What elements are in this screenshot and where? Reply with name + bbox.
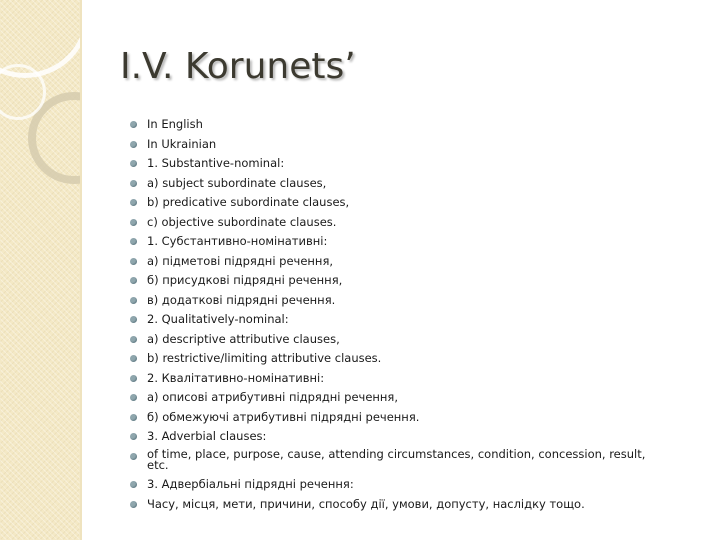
list-item <box>130 429 670 443</box>
list-item-text: of time, place, purpose, cause, attending circumstances, condition, concession, result, etc. <box>147 446 646 472</box>
list-item <box>130 446 670 472</box>
bullet-icon <box>130 375 137 382</box>
bullet-icon <box>130 481 137 488</box>
list-item-text: 3. Адвербіальні підрядні речення: <box>147 477 354 491</box>
list-item <box>130 137 670 151</box>
list-item-text: a) subject subordinate clauses, <box>147 175 327 190</box>
bullet-icon <box>130 258 137 265</box>
bullet-icon <box>130 414 137 421</box>
bullet-icon <box>130 238 137 245</box>
list-item <box>130 390 670 404</box>
list-item-text: b) predicative subordinate clauses, <box>147 195 350 209</box>
list-item-text: в) додаткові підрядні речення. <box>147 292 336 307</box>
list-item-text: 2. Qualitatively-nominal: <box>147 312 289 326</box>
bullet-icon <box>130 355 137 362</box>
list-item-text: a) descriptive attributive clauses, <box>147 331 340 346</box>
list-item-text: In English <box>147 117 203 131</box>
list-item <box>130 332 670 346</box>
bullet-icon <box>130 297 137 304</box>
list-item-text: а) підметові підрядні речення, <box>147 253 334 268</box>
list-item <box>130 351 670 365</box>
list-item-text: б) присудкові підрядні речення, <box>147 273 343 287</box>
bullet-icon <box>130 199 137 206</box>
sidebar-divider <box>80 0 82 540</box>
bullet-icon <box>130 433 137 440</box>
list-item <box>130 312 670 326</box>
bullet-icon <box>130 501 137 508</box>
bullet-icon <box>130 180 137 187</box>
bullet-icon <box>130 141 137 148</box>
list-item-text: 2. Квалітативно-номінативні: <box>147 370 325 385</box>
list-item <box>130 215 670 229</box>
bullet-icon <box>130 394 137 401</box>
decorative-sidebar <box>0 0 80 540</box>
bullet-list <box>130 117 670 516</box>
list-item-text: 1. Substantive-nominal: <box>147 156 285 170</box>
list-item-text: c) objective subordinate clauses. <box>147 214 337 229</box>
list-item <box>130 254 670 268</box>
list-item-text: Часу, місця, мети, причини, способу дії, умови, допусту, наслідку тощо. <box>147 496 585 511</box>
bullet-icon <box>130 121 137 128</box>
list-item <box>130 117 670 131</box>
list-item <box>130 410 670 424</box>
bullet-icon <box>130 277 137 284</box>
list-item-text: 1. Субстантивно-номінативні: <box>147 234 328 248</box>
list-item <box>130 273 670 287</box>
list-item <box>130 293 670 307</box>
list-item <box>130 477 670 491</box>
bullet-icon <box>130 316 137 323</box>
list-item <box>130 371 670 385</box>
list-item <box>130 234 670 248</box>
bullet-icon <box>130 336 137 343</box>
list-item-text: а) описові атрибутивні підрядні речення, <box>147 390 399 404</box>
list-item-text: 3. Adverbial clauses: <box>147 429 267 443</box>
list-item <box>130 176 670 190</box>
list-item-text: б) обмежуючі атрибутивні підрядні речення. <box>147 409 420 424</box>
list-item <box>130 497 670 511</box>
list-item-text: b) restrictive/limiting attributive clauses. <box>147 351 382 365</box>
bullet-icon <box>130 160 137 167</box>
slide-title: I.V. Korunets’ <box>120 46 356 87</box>
bullet-icon <box>130 219 137 226</box>
list-item <box>130 195 670 209</box>
list-item-text: In Ukrainian <box>147 136 217 151</box>
bullet-icon <box>130 453 137 460</box>
list-item <box>130 156 670 170</box>
